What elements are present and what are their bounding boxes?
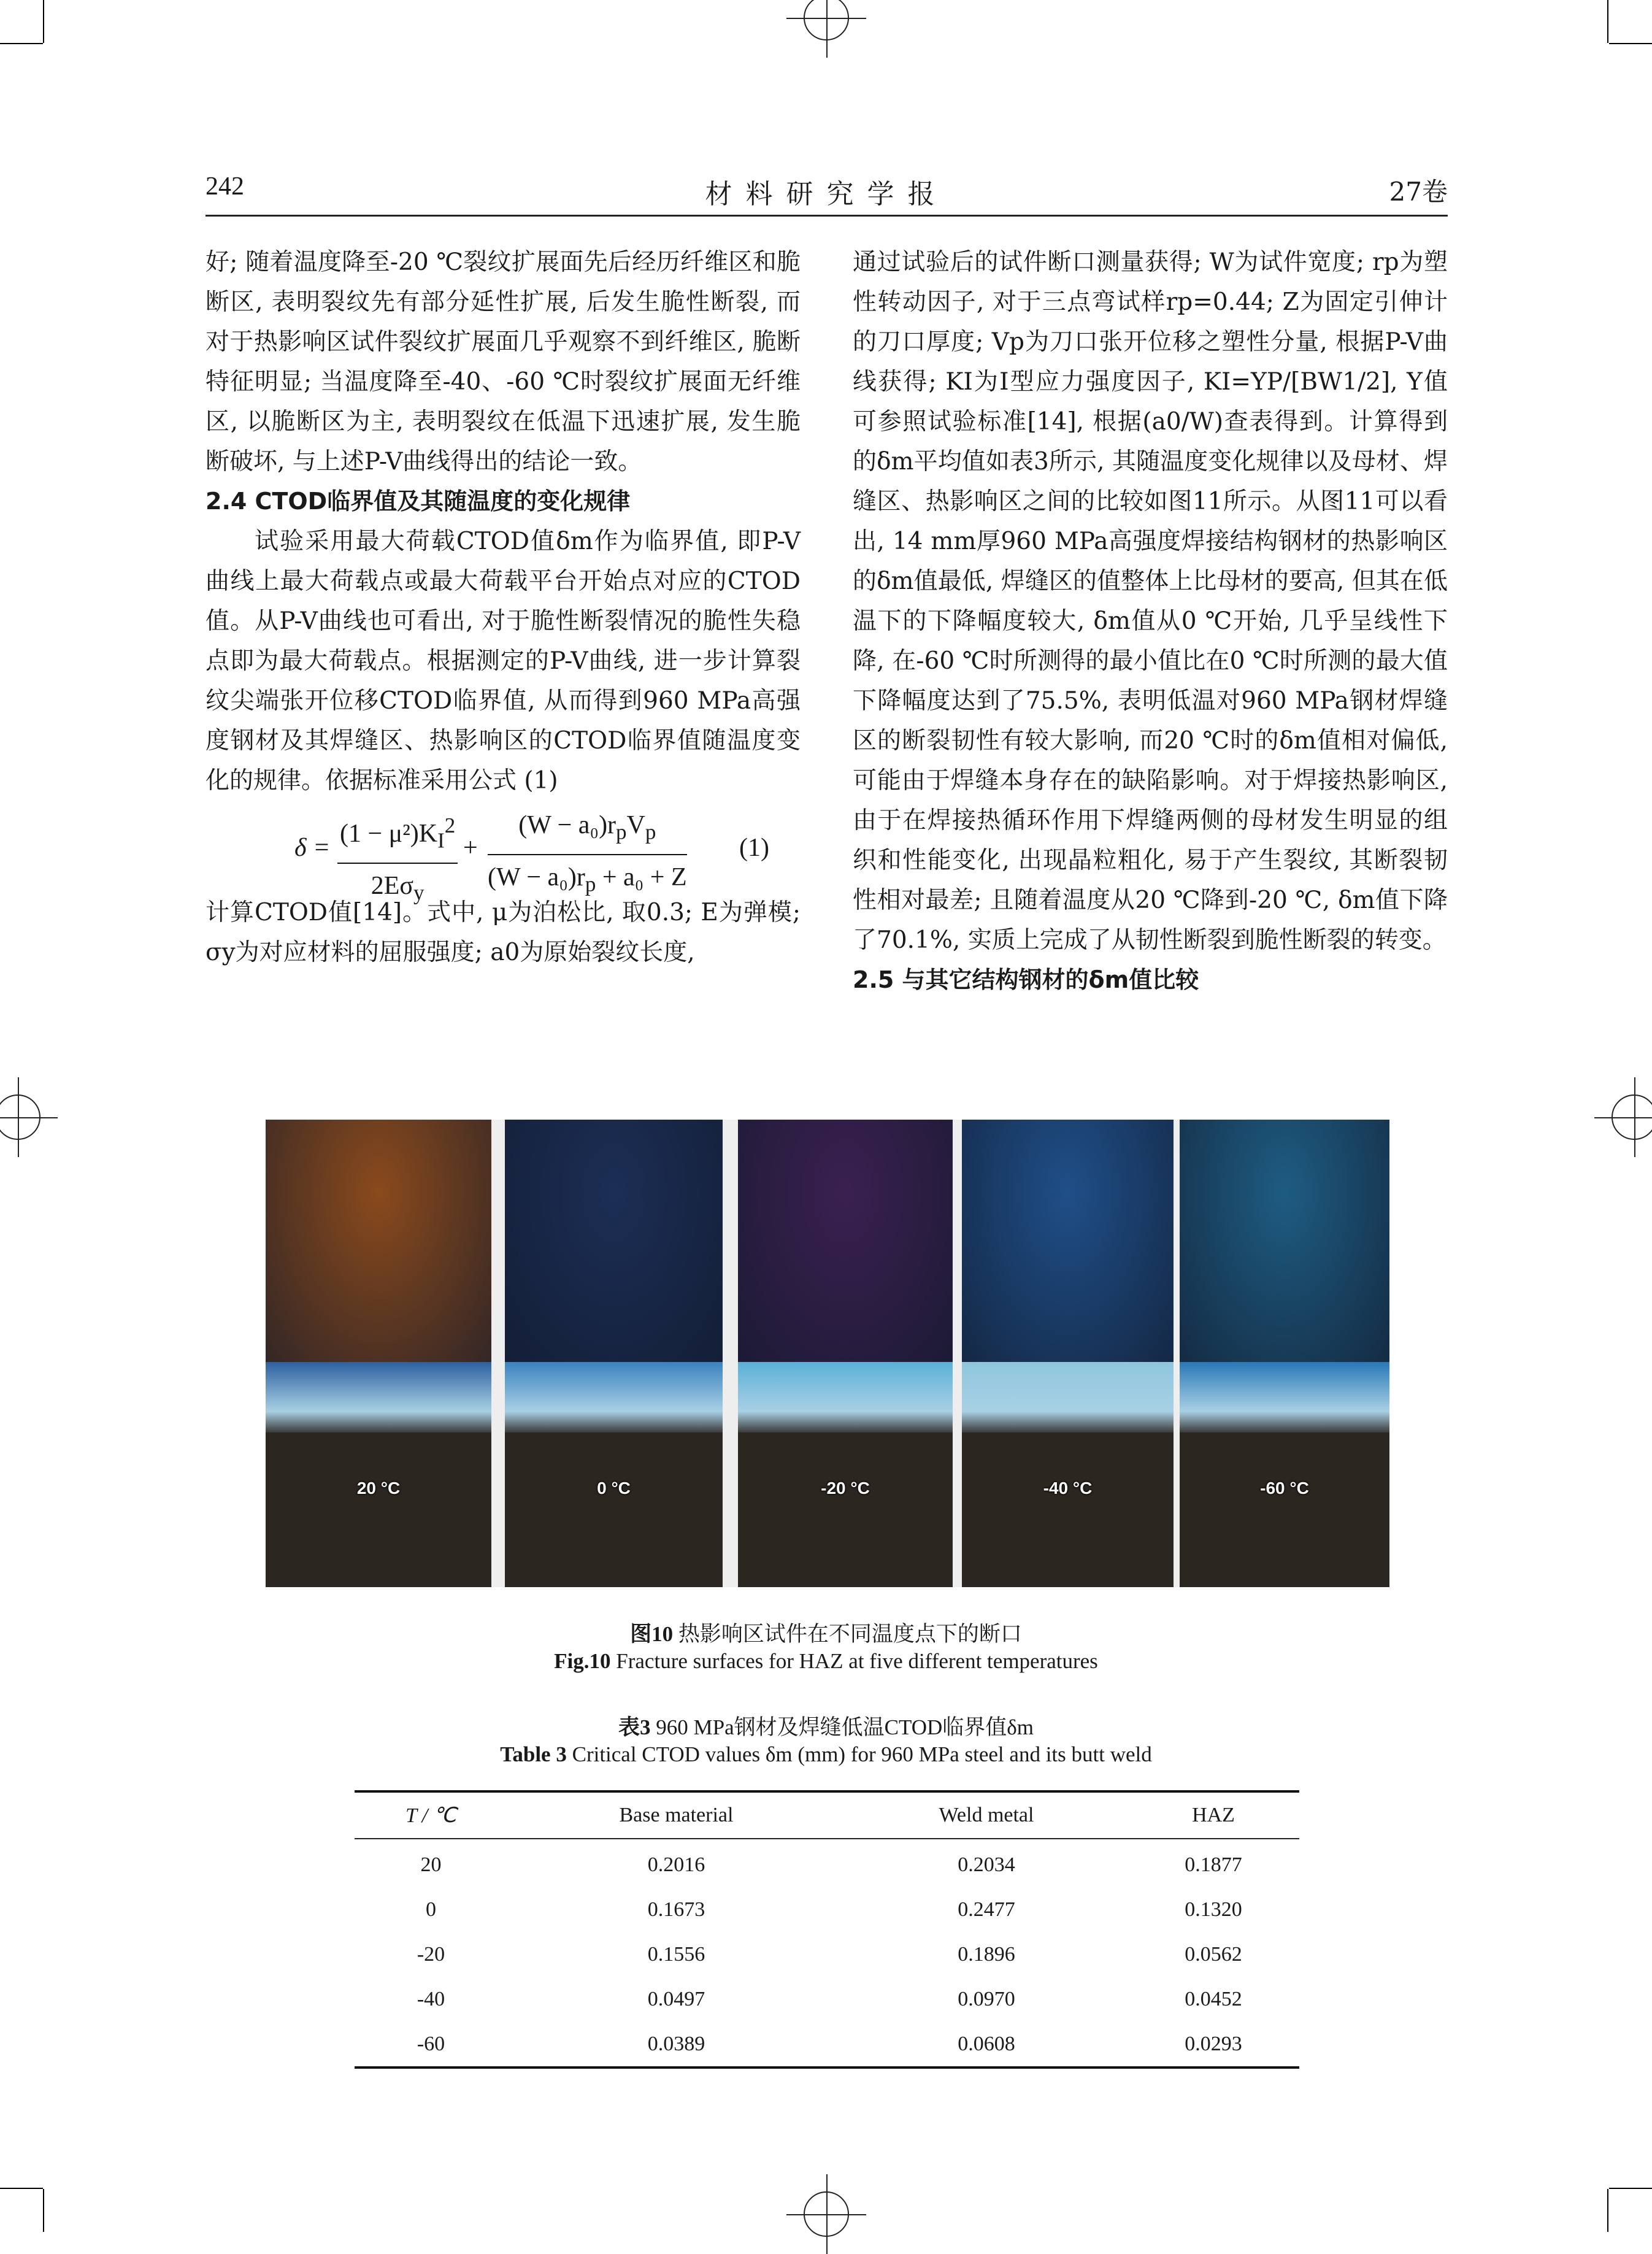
section-heading: 2.4 CTOD临界值及其随温度的变化规律: [206, 488, 631, 515]
table-cell: 0.0970: [958, 1987, 1015, 2010]
table-cell: 0.1556: [647, 1942, 705, 1966]
crop-mark: [0, 2188, 43, 2189]
page-number: 242: [206, 172, 244, 201]
table-cell: 0: [425, 1898, 436, 1921]
paragraph: 计算CTOD值[14]。式中, μ为泊松比, 取0.3; E为弹模; σy为对应材料的屈服强度; a0为原始裂纹长度,: [206, 899, 801, 966]
figure-caption-cn: 图10 热影响区试件在不同温度点下的断口: [630, 1622, 1022, 1646]
table-cell: -60: [355, 2021, 507, 2067]
temperature-label: -20 °C: [821, 1479, 870, 1498]
equation-term-2: $(W - a_0)r_pV_p$ $(W - a_0)r_p + a_0 + Z$: [488, 806, 687, 904]
table-row: [355, 2021, 1299, 2067]
table-cell: 0.0293: [1128, 2021, 1299, 2067]
crop-mark: [1607, 0, 1608, 43]
table-cell: 0.0562: [1185, 1942, 1242, 1966]
column-header: Weld metal: [845, 1791, 1128, 1839]
temperature-label: 0 °C: [597, 1479, 631, 1498]
equation-lhs: δ =: [294, 834, 331, 862]
column-header: HAZ: [1128, 1791, 1299, 1839]
table-cell: -20: [417, 1942, 445, 1966]
specimen-photo: [962, 1120, 1174, 1587]
table-cell: 0.2016: [647, 1853, 705, 1876]
figure-caption-en: Fig.10 Fracture surfaces for HAZ at five different temperatures: [554, 1649, 1098, 1673]
running-header: [206, 166, 1448, 217]
table-cell: 0.0497: [647, 1987, 705, 2010]
section-heading: 2.5 与其它结构钢材的δm值比较: [853, 966, 1199, 993]
table-row: [355, 1839, 1299, 1887]
left-column: [206, 242, 801, 972]
crop-mark: [1609, 2188, 1652, 2189]
registration-mark-icon: [0, 1094, 40, 1140]
table-cell: 0.0389: [507, 2021, 845, 2067]
crop-mark: [1609, 43, 1652, 44]
specimen-photo: [266, 1120, 491, 1587]
temperature-label: -40 °C: [1043, 1479, 1093, 1498]
crop-mark: [1607, 2189, 1608, 2232]
table-cell: 0.1896: [958, 1942, 1015, 1966]
paragraph: 通过试验后的试件断口测量获得; W为试件宽度; rp为塑性转动因子, 对于三点弯试样rp=0.44; Z为固定引伸计的刀口厚度; Vp为刀口张开位移之塑性分量, 根据P-V曲线获得; KI为I型应力强度因子, KI=YP/[BW1/2], Y值可参照试验标准[14], 根据(a0/W)查表得到。计算得到的δm平均值如表3所示, 其随温度变化规律以及母材、焊缝区、热影响区之间的比较如图11所示。从图11可以看出, 14 mm厚960 MPa高强度焊接结构钢材的热影响区的δm值最低, 焊缝区的值整体上比母材的要高, 但其在低温下的下降幅度较大, δm值从0 ℃开始, 几乎呈线性下降, 在-60 ℃时所测得的最小值比在0 ℃时所测的最大值下降幅度达到了75.5%, 表明低温对960 MPa钢材焊缝区的断裂韧性有较大影响, 而20 ℃时的δm值相对偏低, 可能由于焊缝本身存在的缺陷影响。对于焊接热影响区, 由于在焊接热循环作用下焊缝两侧的母材发生明显的组织和性能变化, 出现晶粒粗化, 易于产生裂纹, 其断裂韧性相对最差; 且随着温度从20 ℃降到-20 ℃, δm值下降了70.1%, 实质上完成了从韧性断裂到脆性断裂的转变。: [853, 248, 1448, 954]
column-header: Base material: [507, 1791, 845, 1839]
table-cell: 20: [420, 1853, 442, 1876]
equation-1: [206, 801, 801, 905]
table-row: [355, 1887, 1299, 1932]
journal-title: 材料研究学报: [705, 179, 948, 210]
table-header-row: [355, 1791, 1299, 1839]
table-cell: 0.0608: [845, 2021, 1128, 2067]
equation-number: (1): [739, 834, 769, 862]
crop-mark: [43, 0, 44, 43]
figure-10-photo: [266, 1120, 1389, 1587]
table-caption-en: Table 3 Critical CTOD values δm (mm) for 960 MPa steel and its butt weld: [500, 1742, 1152, 1766]
table-cell: 0.0452: [1185, 1987, 1242, 2010]
equation-term-1: $(1 - \mu^2)K_I^2$ $2E\sigma_y$: [337, 806, 458, 913]
table-row: [355, 1932, 1299, 1977]
table-cell: 0.1877: [1185, 1853, 1242, 1876]
registration-mark-icon: [804, 0, 849, 40]
crop-mark: [0, 43, 43, 44]
table-cell: -40: [417, 1987, 445, 2010]
table-3: [355, 1790, 1299, 2069]
paragraph: 好; 随着温度降至-20 ℃裂纹扩展面先后经历纤维区和脆断区, 表明裂纹先有部分延性扩展, 后发生脆性断裂, 而对于热影响区试件裂纹扩展面几乎观察不到纤维区, 脆断特征明显; 当温度降至-40、-60 ℃时裂纹扩展面无纤维区, 以脆断区为主, 表明裂纹在低温下迅速扩展, 发生脆断破坏, 与上述P-V曲线得出的结论一致。: [206, 248, 801, 475]
paragraph: 试验采用最大荷载CTOD值δm作为临界值, 即P-V曲线上最大荷载点或最大荷载平台开始点对应的CTOD值。从P-V曲线也可看出, 对于脆性断裂情况的脆性失稳点即为最大荷载点。根据测定的P-V曲线, 进一步计算裂纹尖端张开位移CTOD临界值, 从而得到960 MPa高强度钢材及其焊缝区、热影响区的CTOD临界值随温度变化的规律。依据标准采用公式 (1): [206, 528, 801, 794]
crop-mark: [43, 2189, 44, 2232]
table-cell: 0.1673: [647, 1898, 705, 1921]
equation-plus: +: [463, 834, 478, 862]
table-caption-cn: 表3 960 MPa钢材及焊缝低温CTOD临界值δm: [618, 1715, 1034, 1739]
registration-mark-icon: [804, 2191, 849, 2237]
specimen-photo: [505, 1120, 723, 1587]
volume-label: 27卷: [1389, 177, 1448, 207]
table-cell: 0.2034: [958, 1853, 1015, 1876]
table-row: [355, 1977, 1299, 2021]
registration-mark-icon: [1612, 1094, 1652, 1140]
table-cell: 0.2477: [958, 1898, 1015, 1921]
temperature-label: -60 °C: [1260, 1479, 1309, 1498]
temperature-label: 20 °C: [356, 1479, 401, 1498]
specimen-photo: [738, 1120, 953, 1587]
column-header: T / ℃: [355, 1791, 507, 1839]
right-column: [853, 242, 1448, 1000]
specimen-photo: [1180, 1120, 1389, 1587]
table-cell: 0.1320: [1185, 1898, 1242, 1921]
